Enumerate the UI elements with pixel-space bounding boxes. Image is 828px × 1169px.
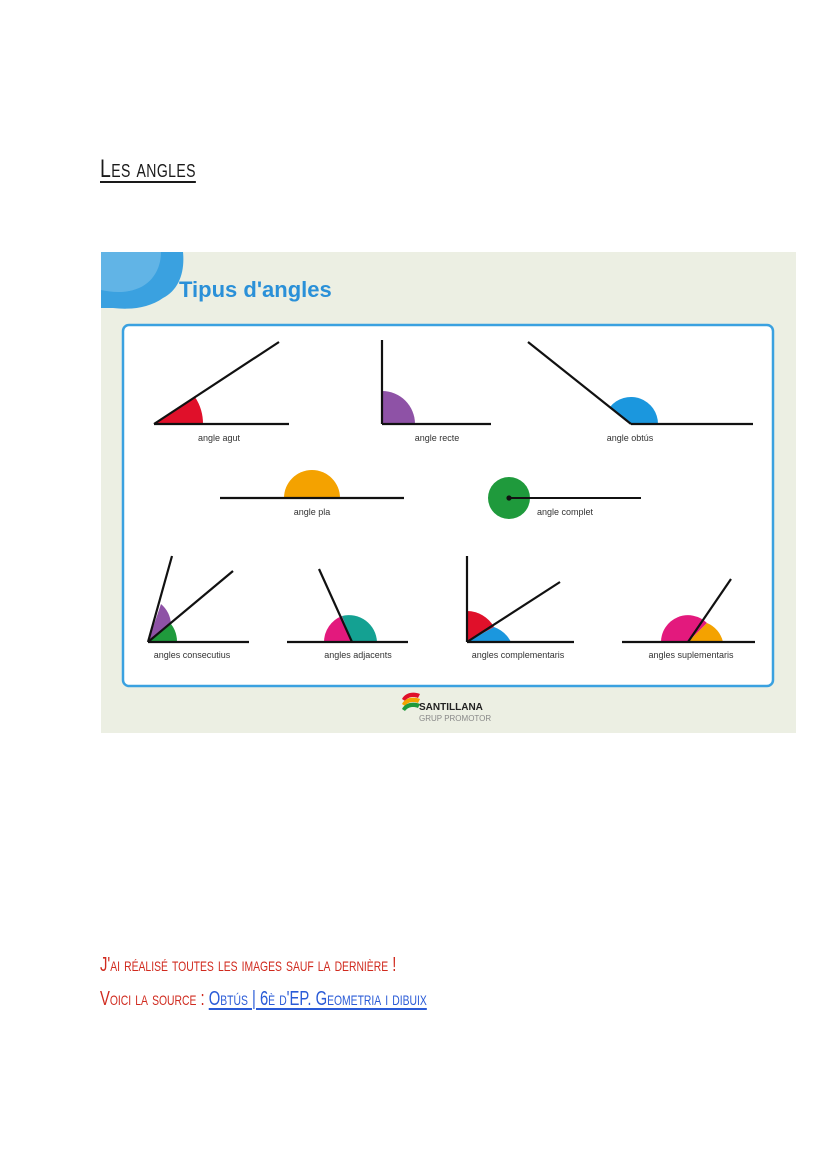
label-agut: angle agut bbox=[197, 433, 241, 443]
logo-tagline: GRUP PROMOTOR bbox=[419, 714, 492, 723]
page-title: Les angles bbox=[100, 155, 196, 183]
figure-title: Tipus d'angles bbox=[179, 277, 332, 302]
source-prefix: Voici la source : bbox=[100, 988, 205, 1010]
note-line-1: J'ai réalisé toutes les images sauf la dernière ! bbox=[100, 954, 397, 976]
source-link[interactable]: Obtús | 6è d'EP. Geometria i dibuix bbox=[208, 988, 427, 1010]
label-complementaris: angles complementaris bbox=[471, 650, 565, 660]
label-consecutius: angles consecutius bbox=[153, 650, 231, 660]
label-recte: angle recte bbox=[414, 433, 460, 443]
label-complet: angle complet bbox=[536, 507, 594, 517]
logo-name: SANTILLANA bbox=[419, 702, 483, 713]
note-line-2 bbox=[100, 988, 427, 1011]
label-pla: angle pla bbox=[293, 507, 331, 517]
label-adjacents: angles adjacents bbox=[324, 650, 392, 660]
label-suplementaris: angles suplementaris bbox=[648, 650, 734, 660]
angle-types-figure bbox=[101, 252, 796, 733]
label-obtus: angle obtús bbox=[606, 433, 654, 443]
